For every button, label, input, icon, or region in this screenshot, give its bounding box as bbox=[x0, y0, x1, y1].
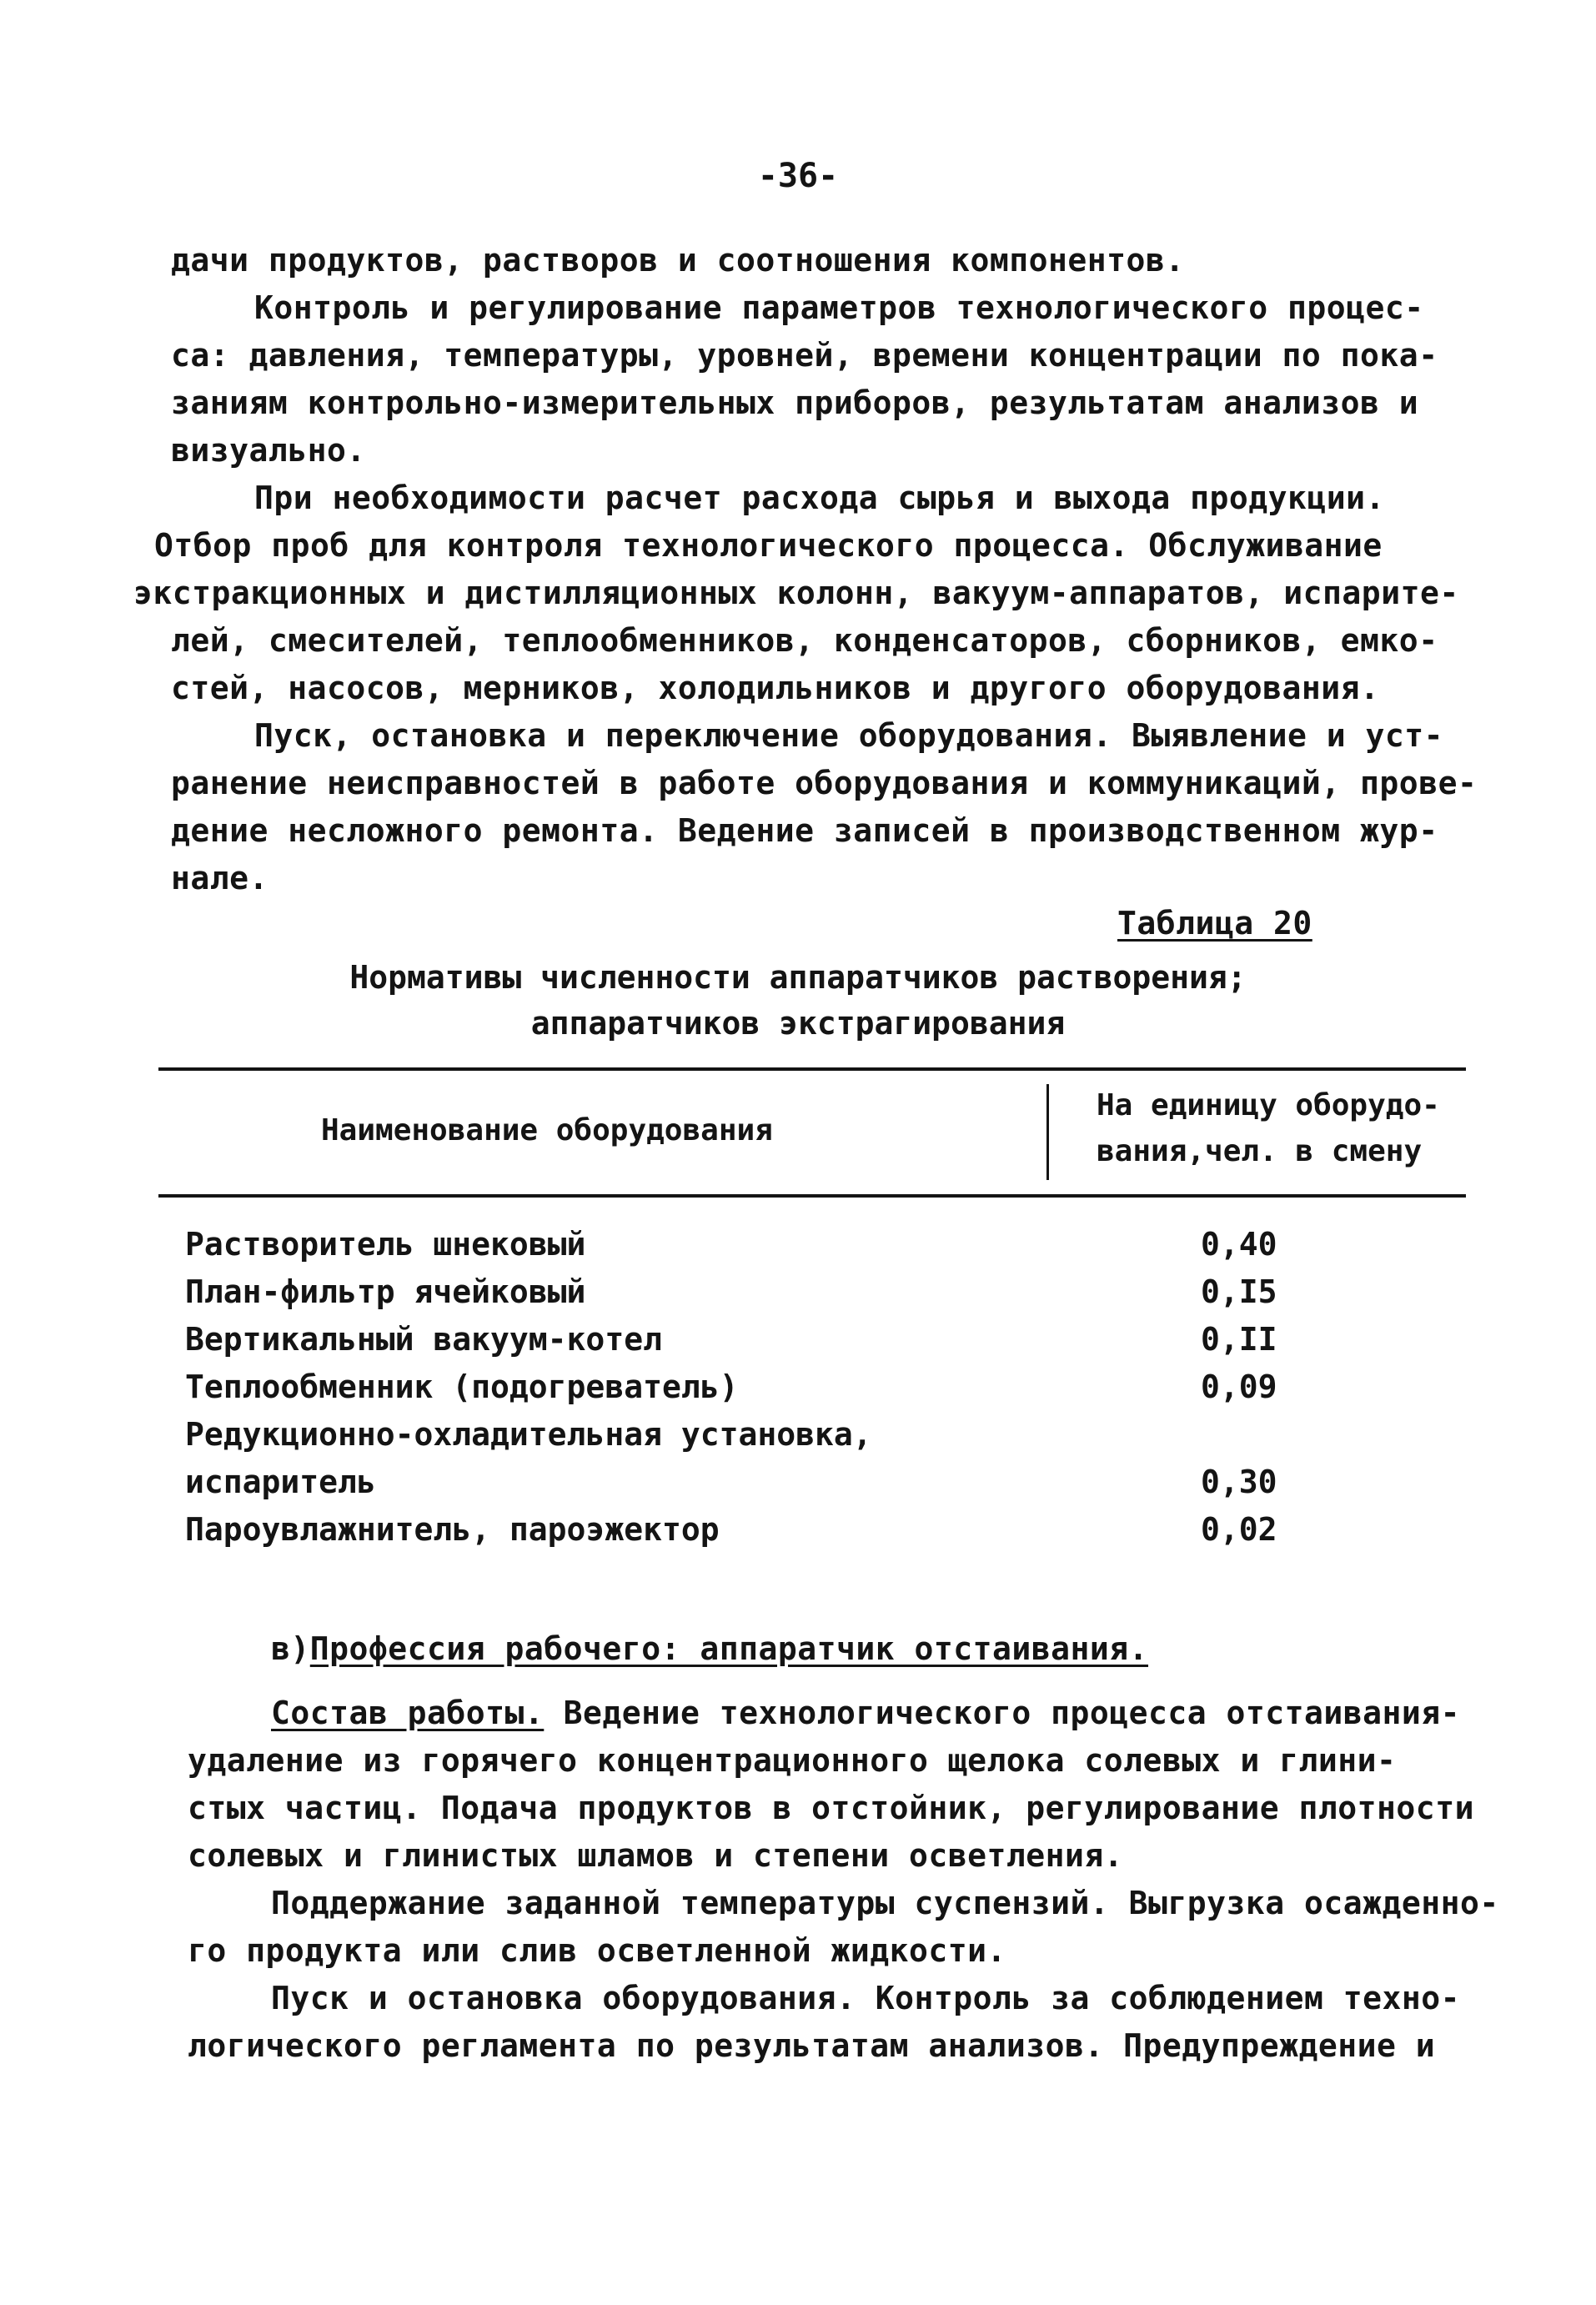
table-row-value: 0,I5 bbox=[1201, 1273, 1277, 1310]
table-row-name: Вертикальный вакуум-котел bbox=[185, 1321, 662, 1358]
text-line: экстракционных и дистилляционных колонн, вакуум-аппаратов, испарите- bbox=[133, 575, 1459, 611]
text-line: Пуск и остановка оборудования. Контроль за соблюдением техно- bbox=[271, 1980, 1461, 2016]
table-header-equipment: Наименование оборудования bbox=[321, 1113, 773, 1147]
text-line: стых частиц. Подача продуктов в отстойник, регулирование плотности bbox=[188, 1790, 1474, 1826]
table-row-value: 0,II bbox=[1201, 1321, 1277, 1358]
table-row-name: План-фильтр ячейковый bbox=[185, 1273, 586, 1310]
table-row-name: Пароувлажнитель, пароэжектор bbox=[185, 1511, 720, 1548]
text-line: го продукта или слив осветленной жидкости. bbox=[188, 1932, 1006, 1969]
text-line: логического регламента по результатам анализов. Предупреждение и bbox=[188, 2027, 1436, 2064]
table-header-norm-line1: На единицу оборудо- bbox=[1097, 1088, 1440, 1122]
text-line: лей, смесителей, теплообменников, конденсаторов, сборников, емко- bbox=[171, 622, 1438, 659]
table-row-name: Редукционно-охладительная установка, bbox=[185, 1416, 872, 1453]
table-row-value: 0,30 bbox=[1201, 1464, 1277, 1500]
table-row-value: 0,40 bbox=[1201, 1226, 1277, 1263]
table-row-value: 0,09 bbox=[1201, 1368, 1277, 1405]
section-heading-text: Профессия рабочего: аппаратчик отстаивания. bbox=[309, 1630, 1149, 1667]
text-line: Отбор проб для контроля технологического процесса. Обслуживание bbox=[154, 527, 1383, 564]
table-subtitle: аппаратчиков экстрагирования bbox=[530, 1005, 1066, 1042]
text-line: заниям контрольно-измерительных приборов, результатам анализов и bbox=[171, 384, 1419, 421]
table-row-name: испаритель bbox=[185, 1464, 376, 1500]
text-line: удаление из горячего концентрационного щелока солевых и глини- bbox=[188, 1742, 1397, 1779]
table-header-norm-line2: вания,чел. в смену bbox=[1097, 1134, 1423, 1168]
text-line: При необходимости расчет расхода сырья и выхода продукции. bbox=[254, 480, 1385, 516]
text-line: Пуск, остановка и переключение оборудования. Выявление и уст- bbox=[254, 717, 1444, 754]
section-heading-prefix: в) bbox=[271, 1630, 310, 1667]
text-line: солевых и глинистых шламов и степени осветления. bbox=[188, 1837, 1124, 1874]
table-row-name: Теплообменник (подогреватель) bbox=[185, 1368, 739, 1405]
work-label: Состав работы. bbox=[271, 1695, 545, 1731]
table-top-rule bbox=[158, 1067, 1466, 1071]
text-line: са: давления, температуры, уровней, времени концентрации по пока- bbox=[171, 337, 1438, 374]
text-line: Контроль и регулирование параметров технологического процес- bbox=[254, 289, 1424, 326]
text-line: нале. bbox=[171, 860, 269, 896]
text-span: Ведение технологического процесса отстаивания- bbox=[544, 1695, 1461, 1731]
text-line: стей, насосов, мерников, холодильников и другого оборудования. bbox=[171, 670, 1380, 706]
table-header-rule bbox=[158, 1194, 1466, 1198]
section-heading bbox=[271, 1630, 1148, 1667]
page-number: -36- bbox=[757, 157, 839, 195]
text-line: Поддержание заданной температуры суспензий. Выгрузка осажденно- bbox=[271, 1885, 1499, 1921]
text-line: визуально. bbox=[171, 432, 366, 469]
table-row-value: 0,02 bbox=[1201, 1511, 1277, 1548]
text-line: дение несложного ремонта. Ведение записей в производственном жур- bbox=[171, 812, 1438, 849]
text-line: дачи продуктов, растворов и соотношения компонентов. bbox=[171, 242, 1185, 279]
table-label: Таблица 20 bbox=[1117, 905, 1312, 942]
text-line: ранение неисправностей в работе оборудования и коммуникаций, прове- bbox=[171, 765, 1478, 801]
table-title: Нормативы численности аппаратчиков растворения; bbox=[349, 959, 1247, 996]
text-line bbox=[271, 1695, 1460, 1731]
table-row-name: Растворитель шнековый bbox=[185, 1226, 586, 1263]
table-header-separator bbox=[1046, 1084, 1049, 1180]
